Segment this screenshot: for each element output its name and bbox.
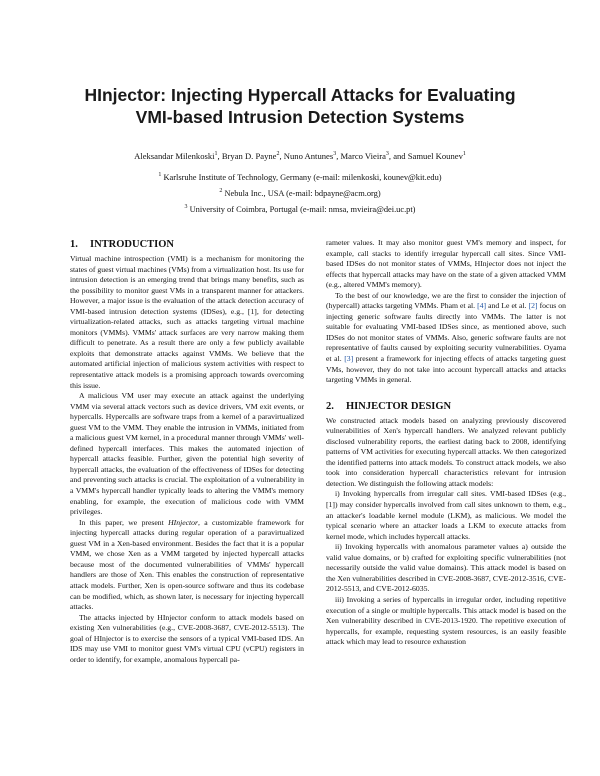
section-gap [326, 386, 566, 400]
paragraph: We constructed attack models based on analyzing previously discovered vulnerabilities of Xen's hypercall handlers. We analyzed relevant publicly disclosed vulnerability reports, the earliest dating back to 2008, identifying patterns of VM activities for executing hypercall attacks. We then categorized the identified patterns into attack models. To construct attack models, we also took into consideration hypercall characteristics relevant for intrusion detection. We distinguish the following attack models: [326, 415, 566, 488]
citation-link[interactable]: [4] [477, 301, 487, 311]
text-run: focus on injecting generic software faults directly into VMMs. The latter is not suitable for evaluating VMI-based IDSes since, as mentioned above, such IDSes do not monitor states of VMMs. Also, generic software faults are not representative of faults caused by exploiting security vulnerabilities. Oyama et al. [326, 301, 566, 364]
affiliation-1 [40, 172, 560, 184]
affiliation-mark: 3 [184, 204, 188, 211]
system-name: HInjector [168, 517, 199, 527]
author-list [40, 150, 560, 162]
author-affil-mark: 1 [214, 151, 218, 158]
section-heading-design [326, 400, 566, 414]
author-separator: , [336, 151, 341, 161]
right-column [326, 238, 566, 648]
author-affil-mark: 3 [333, 151, 337, 158]
paragraph: ii) Invoking hypercalls with anomalous parameter values a) outside the valid value domains, or b) crafted for exploiting specific vulnerabilities (not necessarily outside the valid value domains). This attack model is based on the Xen vulnerabilities described in CVE-2008-3687, CVE-2012-3516, CVE-2012-5513, and CVE-2012-6035. [326, 542, 566, 594]
author-name: Marco Vieira [340, 151, 386, 161]
text-run: , a customizable framework for injecting hypercall attacks during regular operation of a paravirtualized guest VM in a Xen-based environment. Besides the fact that it is a popular VMM, we chose Xen as a VMM targeted by injected hypercall attacks because most of the documented vulnerabilities of VMMs' hypercall handlers are those of Xen. This enables the construction of representative attack models. Further, Xen is open-source software and thus its codebase can be modified, which, as shown later, is necessary for injecting hypercall attacks. [70, 517, 304, 612]
author-separator: , [217, 151, 222, 161]
paper-title [40, 84, 560, 128]
citation-link[interactable]: [3] [344, 354, 354, 364]
author-name: Bryan D. Payne [221, 151, 277, 161]
left-column [70, 238, 304, 665]
author-affil-mark: 3 [385, 151, 389, 158]
affiliation-3 [40, 204, 560, 216]
paragraph: The attacks injected by HInjector conform to attack models based on existing Xen vulnerabilities (e.g., CVE-2008-3687, CVE-2012-5513). The goal of HInjector is to exercise the sensors of a typical VMI-based IDS. An IDS may use VMI to monitor guest VM's virtual CPU (vCPU) registers in order to identify, for example, anomalous hypercall pa- [70, 612, 304, 664]
citation-link[interactable]: [2] [528, 301, 538, 311]
section-title: HINJECTOR DESIGN [346, 400, 452, 412]
affiliation-text: University of Coimbra, Portugal (e-mail: nmsa, mvieira@dei.uc.pt) [189, 205, 416, 214]
author-separator: , [388, 151, 394, 161]
text-run: and Le et al. [486, 301, 529, 311]
text-run: To the best of our knowledge, we are the first to consider the injection of (hypercall) attacks targeting VMMs. Pham et al. [326, 290, 566, 311]
section-title: INTRODUCTION [90, 239, 175, 250]
paragraph: iii) Invoking a series of hypercalls in irregular order, including repetitive execution of a single or multiple hypercalls. This attack model is based on the Xen vulnerability described in CVE-2013-1920. The repetitive execution of hypercalls, for example, requesting system resources, is an easily feasible attack which may lead to resource exhaustion [326, 594, 566, 647]
affiliation-text: Karlsruhe Institute of Technology, Germany (e-mail: milenkoski, kounev@kit.edu) [163, 173, 442, 182]
author-name: Aleksandar Milenkoski [134, 151, 215, 161]
affiliation-text: Nebula Inc., USA (e-mail: bdpayne@acm.org) [224, 189, 381, 198]
text-run: present a framework for injecting effects of attacks targeting guest VMs, however, they do not take into account hypercall attacks and attacks targeting VMMs in general. [326, 354, 566, 385]
paragraph [70, 518, 304, 613]
section-number: 1. [70, 239, 78, 250]
paragraph: A malicious VM user may execute an attack against the underlying VMM via several attack vectors such as device drivers, VM exit events, or hypercalls. Hypercalls are software traps from a kernel of a paravirtualized guest VM to the VMM. They enable the intrusion in VMMs, initiated from a malicious guest VM kernel, in a procedural manner through VMMs' well-defined hypercall interfaces. This makes the automated injection of hypercall attacks feasible. Further, given the potential high severity of hypercall attacks, the evaluation of the effectiveness of IDSes for detecting and preventing such attacks is crucial. The exploitation of a vulnerability in a VMM's hypercall handler typically leads to altering the VMM's memory enabling, for example, the execution of malicious code with VMM privileges. [70, 391, 304, 517]
affiliation-mark: 2 [219, 188, 223, 195]
section-heading-introduction [70, 238, 304, 252]
paragraph: i) Invoking hypercalls from irregular call sites. VMI-based IDSes (e.g., [1]) may consider hypercalls involved from call sites unknown to them, e.g., an attacker's loadable kernel module (LKM), as malicious. We model the typical scenario where an attacker loads a LKM to execute attacks from kernel mode, which includes hypercall attacks. [326, 489, 566, 541]
paragraph [326, 291, 566, 386]
author-affil-mark: 1 [462, 151, 466, 158]
section-number: 2. [326, 400, 334, 412]
author-affil-mark: 2 [276, 151, 280, 158]
author-name: and Samuel Kounev [393, 151, 463, 161]
paragraph: Virtual machine introspection (VMI) is a mechanism for monitoring the states of guest virtual machines (VMs) from a virtualization host. Its use for intrusion detection is an emerging trend that brings many benefits, such as the possibility to monitor guest VMs in a transparent manner for attackers. However, a major issue is the evaluation of the attack detection accuracy of VMI-based intrusion detection systems (IDSes), e.g., [1], for detecting virtualization-related attacks, such as attacks targeting virtual machine monitors (VMMs). VMMs' attack surfaces are very narrow making them difficult to penetrate. As a result there are only a few publicly available exploits that demonstrate attacks against VMMs. We believe that the automated artificial injection of malicious system activities with respect to representative attack models is a promising approach towards overcoming this issue. [70, 254, 304, 390]
affiliation-2 [40, 188, 560, 200]
paragraph: rameter values. It may also monitor guest VM's memory and inspect, for example, call stacks to identify irregular hypercall call sites. Since VMI-based IDSes do not monitor states of VMMs, HInjector does not inject the effects that hypercall attacks may have on the state of a given attacked VMM (e.g., altered VMM's memory). [326, 238, 566, 290]
affiliation-mark: 1 [158, 172, 162, 179]
author-separator: , [279, 151, 284, 161]
text-run: In this paper, we present [79, 517, 169, 527]
title-line-2: VMI-based Intrusion Detection Systems [135, 107, 465, 127]
title-line-1: HInjector: Injecting Hypercall Attacks for Evaluating [84, 85, 516, 105]
author-name: Nuno Antunes [283, 151, 334, 161]
